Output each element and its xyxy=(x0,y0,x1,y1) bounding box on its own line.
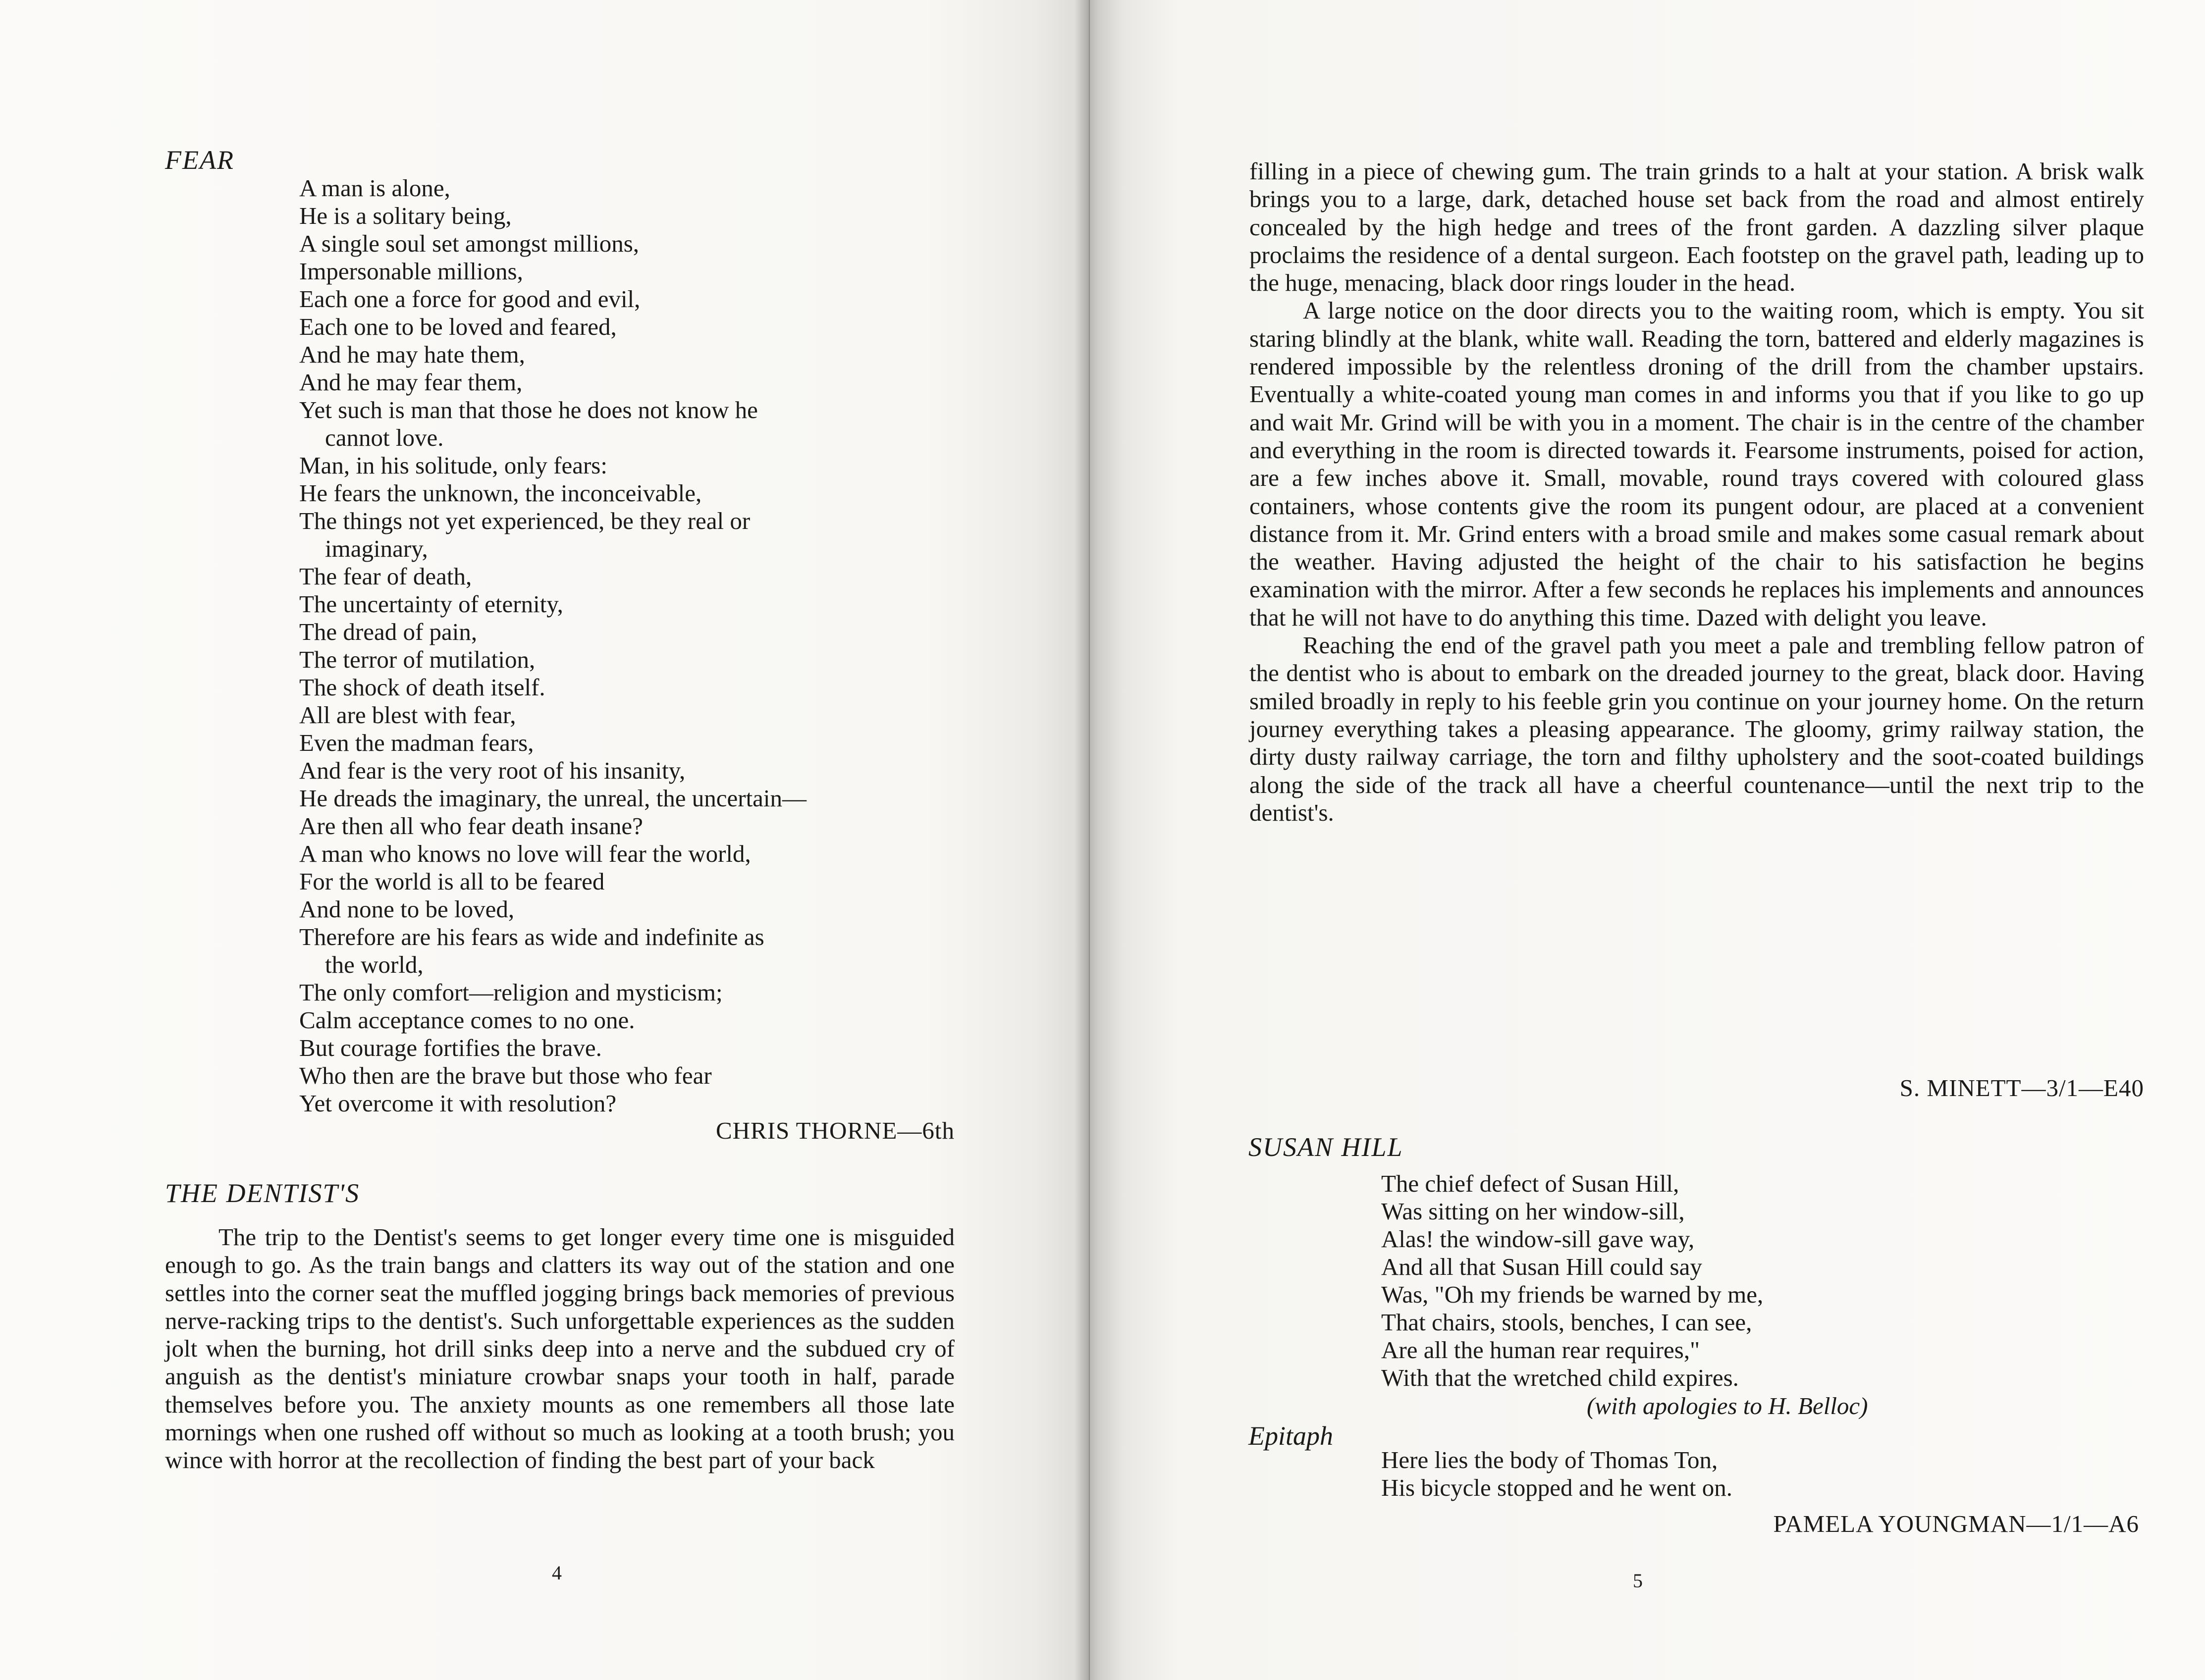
poem-line: The chief defect of Susan Hill, xyxy=(1381,1170,1679,1197)
poem-line: Yet overcome it with resolution? xyxy=(299,1090,617,1117)
page-number-right: 5 xyxy=(1633,1570,1643,1592)
poem-line: Each one a force for good and evil, xyxy=(299,285,641,313)
poem-line: Was, "Oh my friends be warned by me, xyxy=(1381,1281,1764,1308)
poem-line: Therefore are his fears as wide and indefinite as xyxy=(299,923,764,950)
poem-line: Are then all who fear death insane? xyxy=(299,812,643,840)
poem-line: Impersonable millions, xyxy=(299,258,523,285)
susan-hill-title: SUSAN HILL xyxy=(1248,1132,1403,1162)
poem-line: His bicycle stopped and he went on. xyxy=(1381,1474,1732,1501)
credit-text: (with apologies to H. Belloc) xyxy=(1587,1392,1868,1419)
dentist-paragraph: The trip to the Dentist's seems to get longer every time one is misguided enough to go. As the train bangs and clatters its way out of the station and one settles into the corner seat the muffled jogging brings back memories of previous nerve-racking trips to the dentist's. Such unforgettable experiences as the sudden jolt when the burning, hot drill sinks deep into a nerve and the subdued cry of anguish as the dentist's miniature crowbar snaps your tooth in half, parade themselves before you. The anxiety mounts as one remembers all those late mornings when one rushed off without so much as looking at a tooth brush; you wince with horror at the recollection of finding the best part of your back xyxy=(165,1223,955,1474)
poem-line: Alas! the window-sill gave way, xyxy=(1381,1225,1695,1253)
poem-line: imaginary, xyxy=(325,535,428,562)
poem-line: And all that Susan Hill could say xyxy=(1381,1253,1702,1280)
dentist-author: S. MINETT—3/1—E40 xyxy=(1899,1074,2144,1102)
poem-line: But courage fortifies the brave. xyxy=(299,1034,602,1061)
poem-line: And he may fear them, xyxy=(299,368,523,396)
fear-title: FEAR xyxy=(165,145,234,175)
right-page xyxy=(1090,0,2205,1680)
left-page xyxy=(0,0,1090,1680)
poem-line: And none to be loved, xyxy=(299,895,515,923)
poem-line: the world, xyxy=(325,951,424,978)
poem-line: Yet such is man that those he does not know he xyxy=(299,396,758,423)
dentist-paragraph-1: filling in a piece of chewing gum. The train grinds to a halt at your station. A brisk walk brings you to a large, dark, detached house set back from the road and almost entirely concealed by the high hedge and trees of the front garden. A dazzling silver plaque proclaims the residence of a dental surgeon. Each footstep on the gravel path, leading up to the huge, menacing, black door rings louder in the head. xyxy=(1249,158,2144,297)
susan-hill-credit xyxy=(1587,1392,1868,1420)
dentist-text-part2 xyxy=(1249,158,2144,827)
poem-line: He dreads the imaginary, the unreal, the uncertain— xyxy=(299,785,807,812)
poem-line: The only comfort—religion and mysticism; xyxy=(299,979,723,1006)
poem-line: And he may hate them, xyxy=(299,341,525,368)
fear-author: CHRIS THORNE—6th xyxy=(715,1117,955,1144)
poem-line: The shock of death itself. xyxy=(299,674,545,701)
poem-line: Man, in his solitude, only fears: xyxy=(299,452,607,479)
poem-line: He is a solitary being, xyxy=(299,202,512,229)
poem-line: Even the madman fears, xyxy=(299,729,534,756)
dentist-title: THE DENTIST'S xyxy=(165,1178,360,1208)
poem-line: Calm acceptance comes to no one. xyxy=(299,1006,635,1034)
poem-line: The fear of death, xyxy=(299,563,472,590)
poem-line: Here lies the body of Thomas Ton, xyxy=(1381,1446,1718,1473)
fear-poem xyxy=(299,174,807,1117)
susan-hill-poem xyxy=(1381,1170,1763,1392)
poem-line: Are all the human rear requires," xyxy=(1381,1336,1700,1364)
poem-line: The terror of mutilation, xyxy=(299,646,536,673)
poem-line: Was sitting on her window-sill, xyxy=(1381,1198,1685,1225)
poem-line: He fears the unknown, the inconceivable, xyxy=(299,479,702,507)
poem-line: Each one to be loved and feared, xyxy=(299,313,617,340)
poem-line: A man who knows no love will fear the world, xyxy=(299,840,751,867)
poem-line: The dread of pain, xyxy=(299,618,478,645)
poem-line: With that the wretched child expires. xyxy=(1381,1364,1739,1391)
poem-line: A single soul set amongst millions, xyxy=(299,230,640,257)
poem-line: cannot love. xyxy=(325,424,444,451)
poem-line: All are blest with fear, xyxy=(299,701,516,729)
poem-line: The uncertainty of eternity, xyxy=(299,590,563,618)
poem-line: And fear is the very root of his insanity, xyxy=(299,757,686,784)
dentist-paragraph-2: A large notice on the door directs you to the waiting room, which is empty. You sit staring blindly at the blank, white wall. Reading the torn, battered and elderly magazines is rendered impossible by the relentless droning of the drill from the chamber upstairs. Eventually a white-coated young man comes in and informs you that if you like to go up and wait Mr. Grind will be with you in a moment. The chair is in the centre of the chamber and everything in the room is directed towards it. Fearsome instruments, poised for action, are a few inches above it. Small, movable, round trays covered with coloured glass containers, whose contents give the room its pungent odour, are placed at a convenient distance from it. Mr. Grind enters with a broad smile and makes some casual remark about the weather. Having adjusted the height of the chair to his satisfaction he begins examination with the mirror. After a few seconds he replaces his implements and announces that he will not have to do anything this time. Dazed with delight you leave. xyxy=(1249,297,2144,631)
poem-line: For the world is all to be feared xyxy=(299,868,605,895)
dentist-text-part1 xyxy=(165,1223,955,1474)
epitaph-title: Epitaph xyxy=(1248,1421,1333,1451)
epitaph-poem xyxy=(1381,1446,1732,1502)
poem-line: Who then are the brave but those who fear xyxy=(299,1062,712,1089)
poem-line: The things not yet experienced, be they real or xyxy=(299,507,751,534)
page-number-left: 4 xyxy=(552,1562,562,1584)
poem-line: A man is alone, xyxy=(299,174,450,202)
epitaph-author: PAMELA YOUNGMAN—1/1—A6 xyxy=(1773,1510,2139,1537)
poem-line: That chairs, stools, benches, I can see, xyxy=(1381,1309,1752,1336)
dentist-paragraph-3: Reaching the end of the gravel path you meet a pale and trembling fellow patron of the dentist who is about to embark on the dreaded journey to the great, black door. Having smiled broadly in reply to his feeble grin you continue on your journey home. On the return journey everything takes a pleasing appearance. The gloomy, grimy railway station, the dirty dusty railway carriage, the torn and filthy upholstery and the soot-coated buildings along the side of the track all have a cheerful countenance—until the next trip to the dentist's. xyxy=(1249,631,2144,826)
